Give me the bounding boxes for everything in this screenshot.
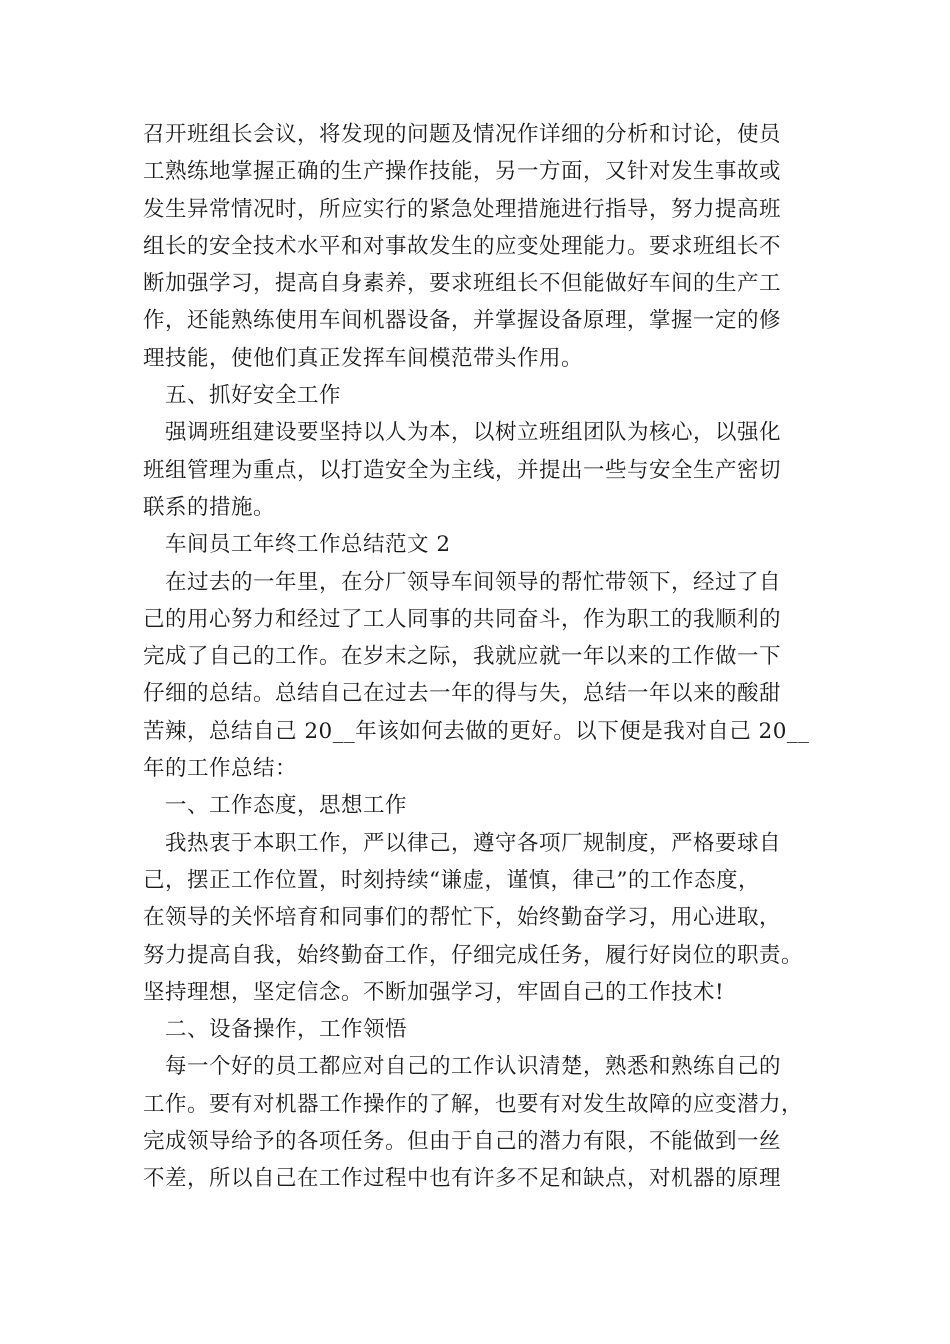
text-line: 作，还能熟练使用车间机器设备，并掌握设备原理，掌握一定的修	[143, 308, 782, 334]
document-body	[143, 116, 813, 1198]
paragraph-start: 每一个好的员工都应对自己的工作认识清楚，熟悉和熟练自己的	[165, 1054, 782, 1080]
text-line: 理技能，使他们真正发挥车间模范带头作用。	[143, 345, 584, 371]
text-line: 努力提高自我，始终勤奋工作，仔细完成任务，履行好岗位的职责。	[143, 942, 804, 968]
text-line: 召开班组长会议，将发现的问题及情况作详细的分析和讨论，使员	[143, 122, 782, 147]
section-heading: 五、抓好安全工作	[165, 383, 342, 409]
text-line: 坚持理想，坚定信念。不断加强学习，牢固自己的工作技术!	[143, 979, 725, 1005]
text-line: 班组管理为重点，以打造安全为主线，并提出一些与安全生产密切	[143, 457, 782, 483]
paragraph-start: 强调班组建设要坚持以人为本，以树立班组团队为核心，以强化	[165, 420, 782, 446]
article-title: 车间员工年终工作总结范文 2	[165, 532, 451, 558]
text-line: 苦辣，总结自己 20__年该如何去做的更好。以下便是我对自己 20__	[143, 718, 810, 744]
text-line: 仔细的总结。总结自己在过去一年的得与失，总结一年以来的酸甜	[143, 681, 782, 707]
text-line: 断加强学习，提高自身素养，要求班组长不但能做好车间的生产工	[143, 271, 782, 297]
text-line: 联系的措施。	[143, 494, 276, 520]
text-line: 组长的安全技术水平和对事故发生的应变处理能力。要求班组长不	[143, 233, 782, 259]
text-line: 发生异常情况时，所应实行的紧急处理措施进行指导，努力提高班	[143, 196, 782, 222]
section-heading: 一、工作态度，思想工作	[165, 793, 408, 819]
text-line: 工作。要有对机器工作操作的了解，也要有对发生故障的应变潜力，	[143, 1091, 804, 1117]
text-line: 己的用心努力和经过了工人同事的共同奋斗，作为职工的我顺利的	[143, 606, 782, 632]
text-line: 不差，所以自己在工作过程中也有许多不足和缺点，对机器的原理	[143, 1166, 782, 1192]
text-line: 完成领导给予的各项任务。但由于自己的潜力有限，不能做到一丝	[143, 1129, 782, 1155]
text-line: 年的工作总结：	[143, 756, 298, 782]
text-line: 在领导的关怀培育和同事们的帮忙下，始终勤奋学习，用心进取，	[143, 905, 782, 931]
text-line: 完成了自己的工作。在岁末之际，我就应就一年以来的工作做一下	[143, 644, 782, 670]
paragraph-start: 在过去的一年里，在分厂领导车间领导的帮忙带领下，经过了自	[165, 569, 782, 595]
text-line: 工熟练地掌握正确的生产操作技能，另一方面，又针对发生事故或	[143, 159, 782, 185]
text-line: 己，摆正工作位置，时刻持续“谦虚，谨慎，律己”的工作态度，	[143, 867, 760, 893]
paragraph-start: 我热衷于本职工作，严以律己，遵守各项厂规制度，严格要球自	[165, 830, 782, 856]
section-heading: 二、设备操作，工作领悟	[165, 1017, 408, 1043]
